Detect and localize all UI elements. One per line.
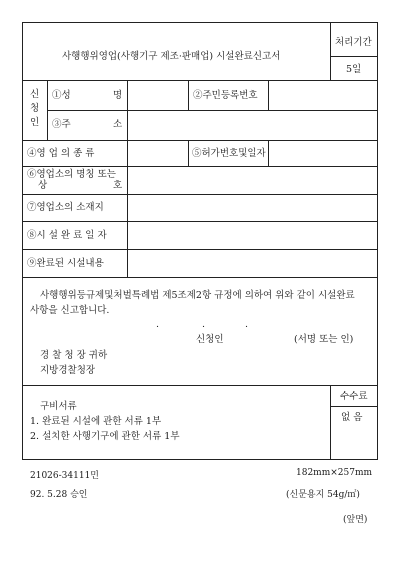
applicant-group-label-2: 청 bbox=[30, 103, 40, 114]
address-label-suffix: 소 bbox=[113, 119, 123, 130]
resident-number-label: ②주민등록번호 bbox=[193, 90, 258, 101]
page-side-label: (앞면) bbox=[343, 515, 368, 525]
date-dot-month: . bbox=[202, 319, 206, 330]
processing-cell-divider bbox=[330, 56, 378, 57]
completion-date-label: ⑧시 설 완 료 일 자 bbox=[27, 230, 107, 241]
resident-number-divider-left bbox=[188, 80, 189, 110]
paper-type: (신문용지 54g/㎡) bbox=[286, 490, 360, 500]
applicant-sign-label: 신청인 bbox=[196, 334, 224, 345]
document-item-1: 1. 완료된 시설에 관한 서류 1부 bbox=[30, 416, 162, 427]
processing-period-label: 처리기간 bbox=[335, 37, 372, 48]
title-row-divider bbox=[22, 80, 378, 81]
document-item-2: 2. 설치한 사행기구에 관한 서류 1부 bbox=[30, 431, 180, 442]
facilities-bottom bbox=[22, 277, 378, 278]
date-dot-year: . bbox=[156, 319, 160, 330]
address-label: ③주 bbox=[52, 119, 71, 130]
applicant-label-divider bbox=[127, 80, 128, 140]
business-name-label-line2-b: 호 bbox=[113, 180, 123, 191]
name-label-suffix: 명 bbox=[113, 90, 123, 101]
documents-top bbox=[22, 385, 378, 386]
fee-column-divider bbox=[330, 385, 331, 460]
resident-number-divider-right bbox=[268, 80, 269, 110]
processing-period-value: 5일 bbox=[346, 64, 362, 75]
applicant-group-label-1: 신 bbox=[30, 89, 40, 100]
form-code: 21026-34111민 bbox=[30, 471, 99, 481]
permit-divider-left bbox=[188, 140, 189, 166]
completed-facilities-label: ⑨완료된 시설내용 bbox=[27, 258, 104, 269]
permit-label: ⑤허가번호및일자 bbox=[192, 148, 266, 159]
business-label-divider bbox=[127, 140, 128, 277]
completion-date-bottom bbox=[22, 249, 378, 250]
location-label: ⑦영업소의 소재지 bbox=[27, 202, 104, 213]
business-type-bottom bbox=[22, 166, 378, 167]
location-bottom bbox=[22, 221, 378, 222]
business-type-top bbox=[22, 140, 378, 141]
business-name-label-line1: ⑥영업소의 명칭 또는 bbox=[27, 169, 116, 180]
processing-column-divider bbox=[330, 22, 331, 80]
declaration-text-line2: 사항을 신고합니다. bbox=[30, 305, 110, 316]
business-type-label: ④영 업 의 종 류 bbox=[27, 148, 95, 159]
addressee-line1: 경 찰 청 장 귀하 bbox=[40, 350, 108, 361]
fee-label: 수수료 bbox=[340, 391, 368, 402]
business-name-bottom bbox=[22, 194, 378, 195]
applicant-row-divider bbox=[47, 110, 378, 111]
name-label: ①성 bbox=[52, 90, 71, 101]
business-name-label-line2-a: 상 bbox=[38, 180, 48, 191]
addressee-line2: 지방경찰청장 bbox=[40, 365, 96, 376]
signature-label: (서명 또는 인) bbox=[294, 334, 354, 345]
declaration-text-line1: 사행행위등규제및처벌특례법 제5조제2항 규정에 의하여 위와 같이 시설완료 bbox=[40, 290, 355, 301]
permit-divider-right bbox=[268, 140, 269, 166]
approval-date: 92. 5.28 승인 bbox=[30, 490, 88, 500]
documents-header: 구비서류 bbox=[40, 401, 77, 412]
date-dot-day: . bbox=[245, 319, 249, 330]
fee-value: 없 음 bbox=[341, 412, 363, 423]
applicant-group-label-3: 인 bbox=[30, 117, 40, 128]
paper-size: 182mm×257mm bbox=[296, 468, 373, 478]
form-title: 사행행위영업(사행기구 제조·판매업) 시설완료신고서 bbox=[62, 51, 281, 62]
fee-cell-divider bbox=[330, 406, 378, 407]
